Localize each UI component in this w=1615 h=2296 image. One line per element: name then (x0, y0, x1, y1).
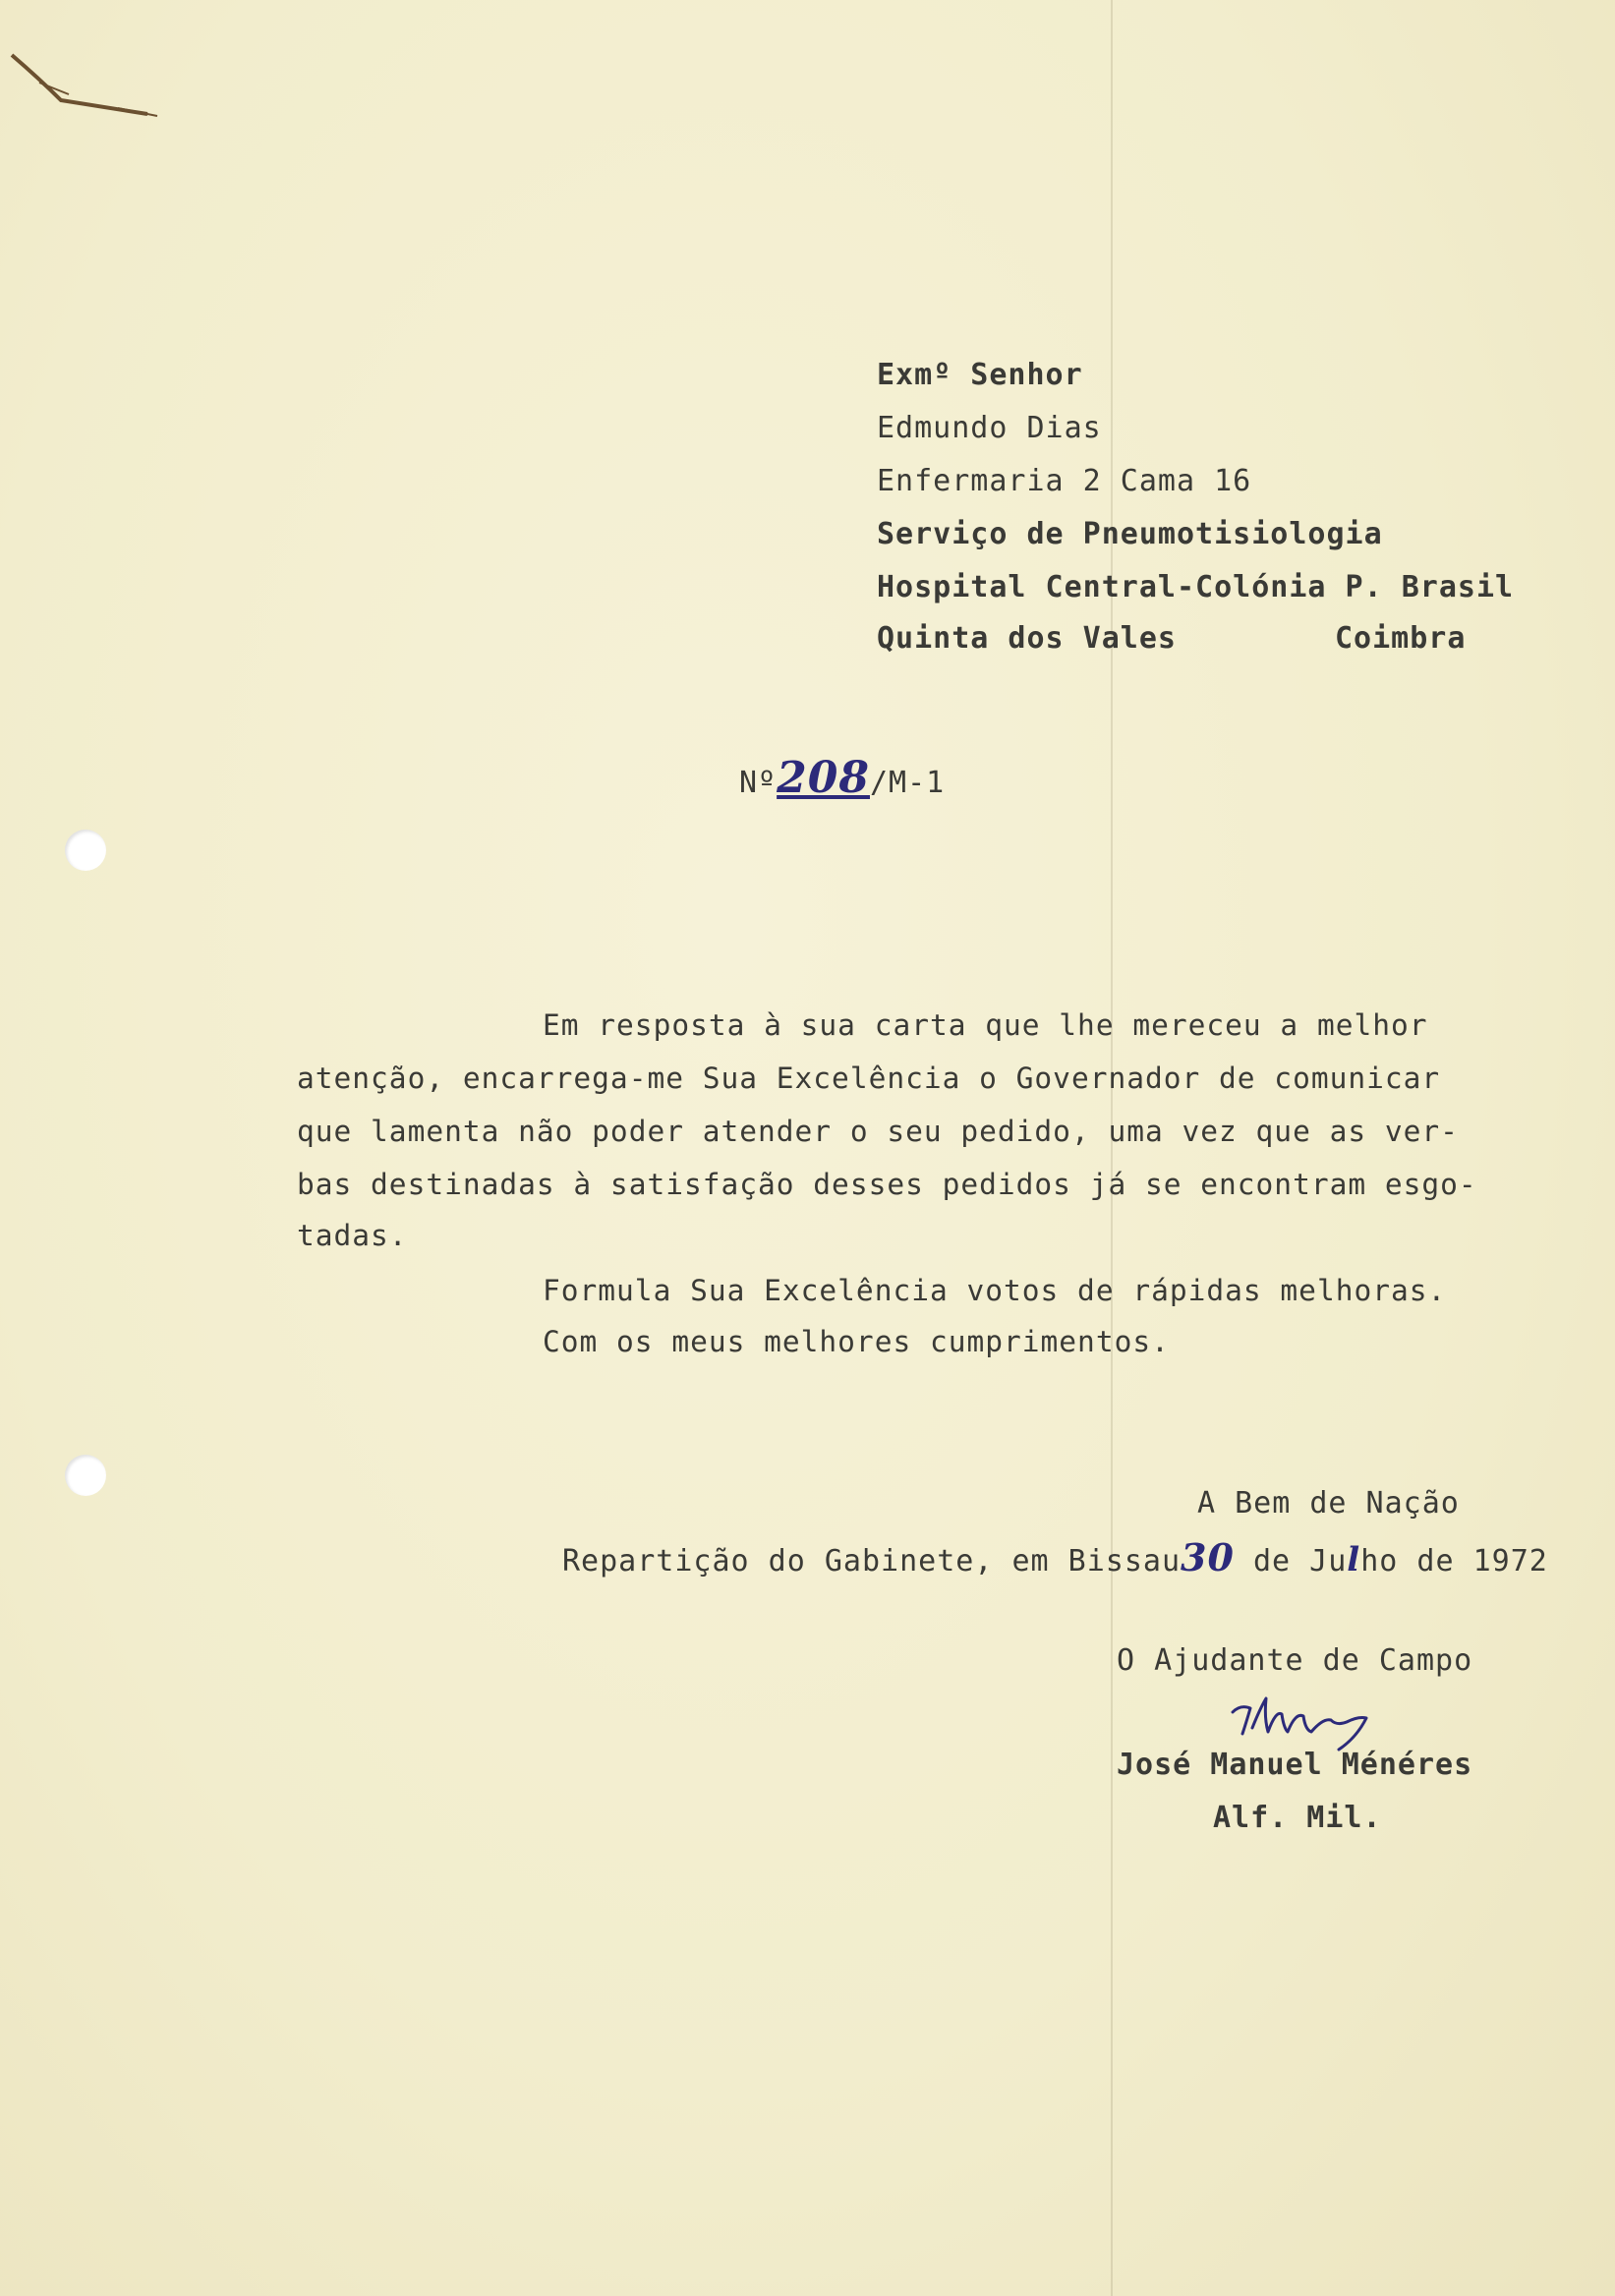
recipient-street: Quinta dos Vales (877, 621, 1177, 656)
place-date (562, 1535, 1548, 1579)
reference-suffix: /M-1 (869, 766, 946, 800)
handwritten-day: 30 (1181, 1535, 1235, 1579)
paper-stain (0, 0, 177, 138)
signature-name: José Manuel Ménéres (1117, 1748, 1473, 1782)
paper-crease (1111, 0, 1113, 2296)
motto: A Bem de Nação (1197, 1486, 1460, 1521)
body-line: Em resposta à sua carta que lhe mereceu a melhor (543, 1008, 1428, 1042)
body-line: tadas. (297, 1219, 408, 1252)
body-line: que lamenta não poder atender o seu pedido, uma vez que as ver- (297, 1115, 1459, 1148)
punch-hole-top (65, 830, 106, 871)
recipient-name: Edmundo Dias (877, 411, 1102, 445)
punch-hole-bottom (65, 1455, 106, 1496)
signature-rank: Alf. Mil. (1213, 1801, 1382, 1835)
date-mid: de Ju (1234, 1544, 1348, 1578)
body-line: atenção, encarrega-me Sua Excelência o Governador de comunicar (297, 1062, 1441, 1095)
reference-number (739, 753, 945, 803)
place-date-prefix: Repartição do Gabinete, em Bissau (562, 1544, 1182, 1578)
reference-prefix: Nº (739, 766, 778, 800)
signature-role: O Ajudante de Campo (1117, 1643, 1473, 1678)
recipient-salutation: Exmº Senhor (877, 358, 1083, 392)
recipient-hospital: Hospital Central-Colónia P. Brasil (877, 570, 1515, 604)
reference-handwritten-number: 208 (777, 753, 870, 803)
recipient-service: Serviço de Pneumotisiologia (877, 517, 1383, 551)
closing-line: Formula Sua Excelência votos de rápidas melhoras. (543, 1274, 1447, 1307)
body-line: bas destinadas à satisfação desses pedidos já se encontram esgo- (297, 1168, 1477, 1201)
closing-line: Com os meus melhores cumprimentos. (543, 1325, 1170, 1358)
handwritten-month-mark: l (1347, 1540, 1361, 1579)
recipient-ward: Enfermaria 2 Cama 16 (877, 464, 1252, 498)
date-end: ho de 1972 (1360, 1544, 1548, 1578)
recipient-city: Coimbra (1335, 621, 1467, 656)
